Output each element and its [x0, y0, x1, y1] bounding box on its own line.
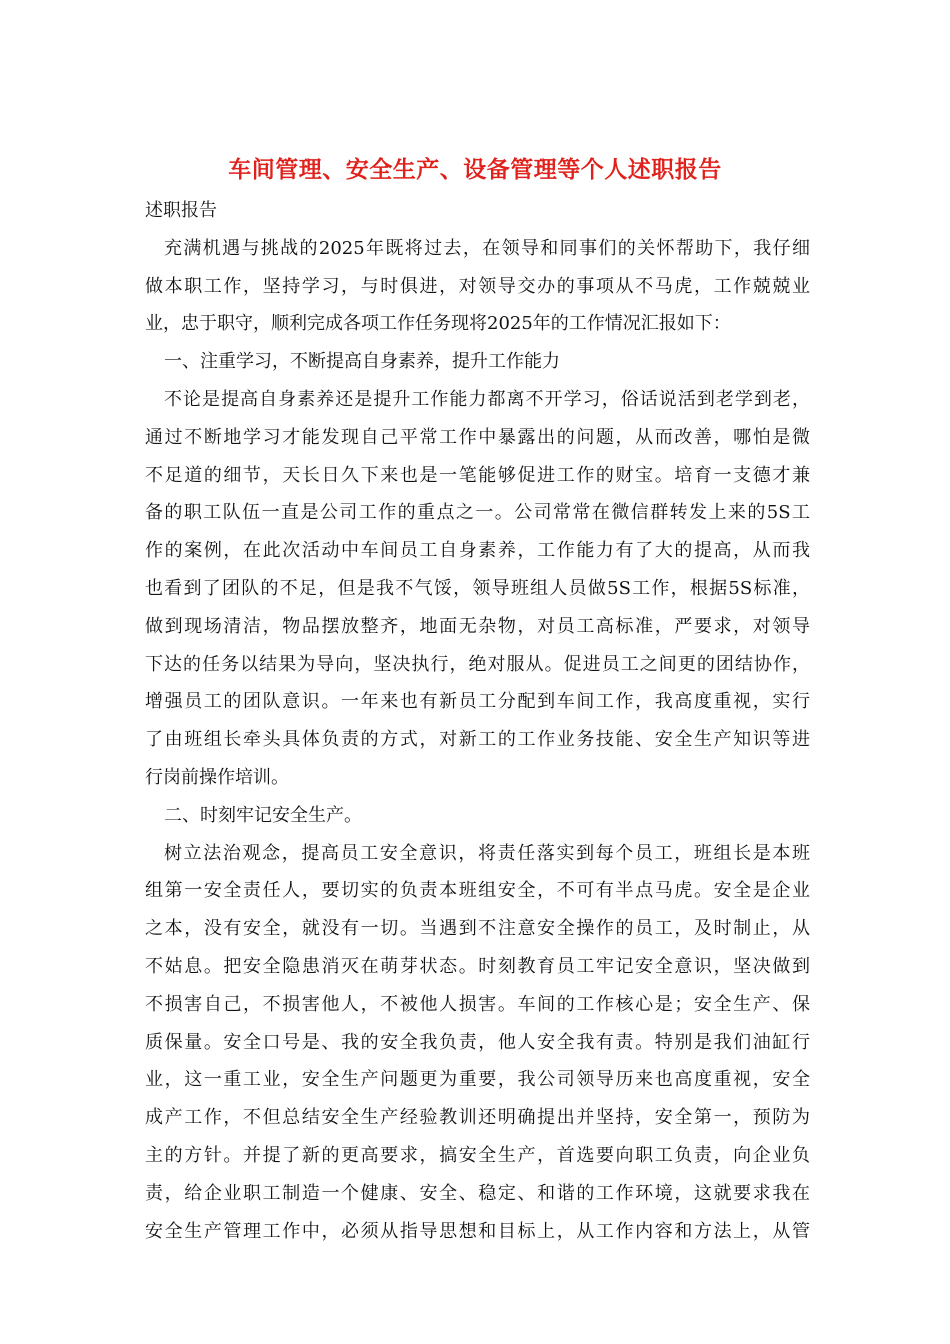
paragraph-line: 下达的任务以结果为导向，坚决执行，绝对服从。促进员工之间更的团结协作， — [145, 653, 810, 675]
paragraph-line: 行岗前操作培训。 — [145, 766, 289, 788]
document-title: 车间管理、安全生产、设备管理等个人述职报告 — [228, 156, 722, 183]
paragraph-line: 业，这一重工业，安全生产问题更为重要，我公司领导历来也高度重视，安全 — [145, 1069, 810, 1091]
paragraph-line: 作的案例，在此次活动中车间员工自身素养，工作能力有了大的提高，从而我 — [145, 540, 810, 562]
section-heading: 二、时刻牢记安全生产。 — [164, 804, 362, 826]
paragraph-line: 树立法治观念，提高员工安全意识，将责任落实到每个员工，班组长是本班 — [164, 842, 810, 864]
document-subtitle: 述职报告 — [145, 200, 217, 221]
paragraph-line: 不姑息。把安全隐患消灭在萌芽状态。时刻教育员工牢记安全意识，坚决做到 — [145, 955, 810, 977]
paragraph-line: 之本，没有安全，就没有一切。当遇到不注意安全操作的员工，及时制止，从 — [145, 918, 810, 940]
paragraph-line: 做到现场清洁，物品摆放整齐，地面无杂物，对员工高标准，严要求，对领导 — [145, 615, 810, 637]
paragraph-line: 不足道的细节，天长日久下来也是一笔能够促进工作的财宝。培育一支德才兼 — [145, 464, 810, 486]
section-heading: 一、注重学习，不断提高自身素养，提升工作能力 — [164, 351, 560, 373]
paragraph-line: 也看到了团队的不足，但是我不气馁，领导班组人员做5S工作，根据5S标准， — [145, 577, 810, 599]
paragraph-line: 组第一安全责任人，要切实的负责本班组安全，不可有半点马虎。安全是企业 — [145, 880, 810, 902]
paragraph-line: 质保量。安全口号是、我的安全我负责，他人安全我有责。特别是我们油缸行 — [145, 1031, 810, 1053]
paragraph-line: 业，忠于职守，顺利完成各项工作任务现将2025年的工作情况汇报如下： — [145, 313, 731, 335]
paragraph-line: 通过不断地学习才能发现自己平常工作中暴露出的问题，从而改善，哪怕是微 — [145, 426, 810, 448]
paragraph-line: 做本职工作，坚持学习，与时俱进，对领导交办的事项从不马虎，工作兢兢业 — [145, 275, 810, 297]
paragraph-line: 了由班组长牵头具体负责的方式，对新工的工作业务技能、安全生产知识等进 — [145, 729, 810, 751]
document-body — [145, 192, 810, 1250]
paragraph-line: 备的职工队伍一直是公司工作的重点之一。公司常常在微信群转发上来的5S工 — [145, 502, 810, 524]
paragraph-line: 主的方针。并提了新的更高要求，搞安全生产，首选要向职工负责，向企业负 — [145, 1144, 810, 1166]
paragraph-line: 安全生产管理工作中，必须从指导思想和目标上，从工作内容和方法上，从管 — [145, 1220, 810, 1242]
paragraph-line: 不论是提高自身素养还是提升工作能力都离不开学习，俗话说活到老学到老， — [164, 388, 810, 410]
paragraph-line: 责，给企业职工制造一个健康、安全、稳定、和谐的工作环境，这就要求我在 — [145, 1182, 810, 1204]
paragraph-line: 成产工作，不但总结安全生产经验教训还明确提出并坚持，安全第一，预防为 — [145, 1107, 810, 1129]
paragraph-line: 增强员工的团队意识。一年来也有新员工分配到车间工作，我高度重视，实行 — [145, 691, 810, 713]
paragraph-line: 不损害自己，不损害他人，不被他人损害。车间的工作核心是；安全生产、保 — [145, 993, 810, 1015]
paragraph-line: 充满机遇与挑战的2025年既将过去，在领导和同事们的关怀帮助下，我仔细 — [164, 237, 810, 259]
